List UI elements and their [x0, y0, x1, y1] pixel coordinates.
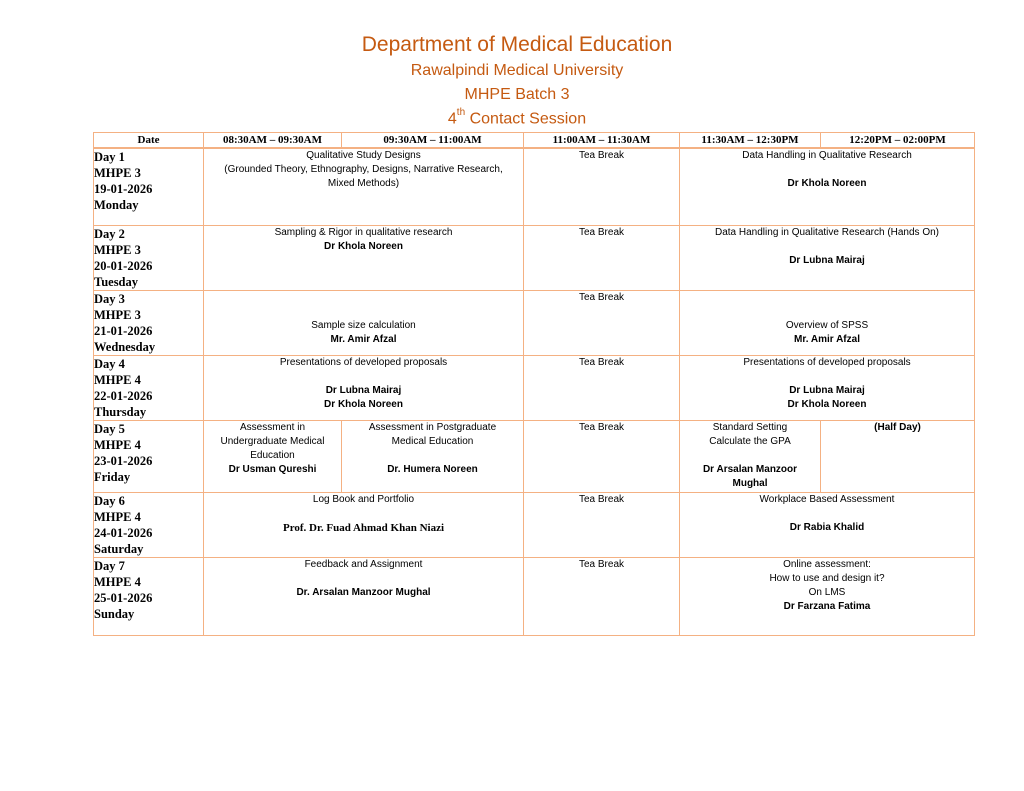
- slot-1-session: [204, 420, 342, 492]
- morning-session: [204, 148, 524, 225]
- slot-2-session: [342, 420, 524, 492]
- day-cell: [94, 355, 204, 420]
- speaker-name: Dr Lubna Mairaj: [789, 254, 865, 266]
- col-slot-5: 12:20PM – 02:00PM: [821, 133, 975, 149]
- weekday-label: Friday: [94, 469, 131, 484]
- session-subtitle: (Grounded Theory, Ethnography, Designs, Narrative Research, Mixed Methods): [224, 164, 503, 189]
- session-title: Data Handling in Qualitative Research (Hands On): [715, 226, 939, 238]
- table-row: [94, 290, 975, 355]
- weekday-label: Sunday: [94, 606, 135, 621]
- weekday-label: Thursday: [94, 404, 147, 419]
- morning-session: [204, 225, 524, 290]
- day-label: Day 7: [94, 558, 125, 573]
- col-date: Date: [94, 133, 204, 149]
- speaker-name: Mr. Amir Afzal: [330, 333, 397, 345]
- cohort-label: MHPE 4: [94, 372, 141, 387]
- session-title: Undergraduate Medical: [220, 435, 325, 447]
- session-title: Education: [250, 449, 295, 461]
- afternoon-session: [680, 492, 975, 557]
- day-label: Day 5: [94, 421, 125, 436]
- session-label: Contact Session: [465, 110, 587, 128]
- speaker-name: Dr Khola Noreen: [787, 178, 867, 189]
- day-cell: [94, 420, 204, 492]
- table-row: [94, 420, 975, 492]
- session-title: [0, 109, 1024, 128]
- morning-session: [204, 290, 524, 355]
- speaker-name: Dr Khola Noreen: [324, 240, 403, 252]
- speaker-name: Dr Khola Noreen: [324, 398, 403, 410]
- session-title: Presentations of developed proposals: [279, 356, 448, 368]
- afternoon-session: [680, 355, 975, 420]
- speaker-name: Mr. Amir Afzal: [794, 333, 860, 345]
- col-slot-3: 11:00AM – 11:30AM: [524, 133, 680, 149]
- morning-session: [204, 355, 524, 420]
- afternoon-session: [680, 148, 975, 225]
- session-title: Online assessment:: [783, 558, 871, 570]
- tea-break: Tea Break: [524, 492, 680, 557]
- col-slot-2: 09:30AM – 11:00AM: [342, 133, 524, 149]
- cohort-label: MHPE 4: [94, 509, 141, 524]
- session-title: Medical Education: [391, 435, 474, 447]
- batch-label: MHPE Batch 3: [464, 86, 570, 103]
- speaker-name: Dr Arsalan Manzoor: [702, 463, 798, 475]
- session-title: Assessment in Postgraduate: [368, 421, 497, 433]
- session-title: Assessment in: [239, 421, 306, 433]
- cohort-label: MHPE 3: [94, 166, 141, 180]
- session-title: Feedback and Assignment: [304, 558, 423, 570]
- speaker-name: Prof. Dr. Fuad Ahmad Khan Niazi: [282, 521, 445, 534]
- weekday-label: Saturday: [94, 541, 144, 556]
- session-title: Calculate the GPA: [709, 435, 791, 447]
- day-label: Day 4: [94, 356, 125, 371]
- day-label: Day 1: [94, 150, 125, 164]
- cohort-label: MHPE 3: [94, 242, 141, 257]
- date-label: 20-01-2026: [94, 258, 153, 273]
- col-slot-4: 11:30AM – 12:30PM: [680, 133, 821, 149]
- date-label: 24-01-2026: [94, 525, 153, 540]
- speaker-name: Dr Lubna Mairaj: [789, 384, 865, 396]
- afternoon-session: [680, 225, 975, 290]
- speaker-name: Dr Rabia Khalid: [789, 521, 865, 533]
- table-row: [94, 148, 975, 225]
- session-ordinal: th: [456, 107, 466, 118]
- tea-break: Tea Break: [524, 148, 680, 225]
- slot-5-session: [821, 420, 975, 492]
- tea-break: Tea Break: [524, 225, 680, 290]
- session-title: On LMS: [808, 586, 846, 598]
- afternoon-session: [680, 557, 975, 635]
- session-title: Sample size calculation: [311, 319, 416, 331]
- weekday-label: Tuesday: [94, 274, 139, 289]
- cohort-label: MHPE 3: [94, 307, 141, 322]
- session-title: Standard Setting: [712, 421, 788, 433]
- department-title: Department of Medical Education: [361, 33, 673, 56]
- table-header-row: [94, 133, 975, 149]
- session-title: Overview of SPSS: [785, 319, 869, 331]
- table-row: [94, 557, 975, 635]
- speaker-name: Dr Lubna Mairaj: [325, 384, 402, 396]
- session-title: Presentations of developed proposals: [743, 356, 911, 368]
- afternoon-session: [680, 290, 975, 355]
- session-title: Qualitative Study Designs: [306, 150, 421, 161]
- speaker-name: Mughal: [732, 477, 768, 489]
- speaker-name: Dr Farzana Fatima: [783, 600, 871, 612]
- tea-break: Tea Break: [524, 355, 680, 420]
- half-day-note: (Half Day): [874, 421, 921, 433]
- day-cell: [94, 148, 204, 225]
- day-label: Day 3: [94, 291, 125, 306]
- date-label: 25-01-2026: [94, 590, 153, 605]
- speaker-name: Dr. Humera Noreen: [387, 463, 478, 475]
- table-row: [94, 492, 975, 557]
- morning-session: [204, 557, 524, 635]
- day-cell: [94, 225, 204, 290]
- date-label: 21-01-2026: [94, 323, 153, 338]
- day-cell: [94, 492, 204, 557]
- tea-break: Tea Break: [524, 557, 680, 635]
- table-row: [94, 225, 975, 290]
- table-row: [94, 355, 975, 420]
- speaker-name: Dr. Arsalan Manzoor Mughal: [296, 586, 431, 598]
- session-title: How to use and design it?: [769, 572, 885, 584]
- session-title: Sampling & Rigor in qualitative research: [274, 226, 453, 238]
- weekday-label: Wednesday: [94, 339, 156, 354]
- day-cell: [94, 290, 204, 355]
- session-title: Log Book and Portfolio: [312, 493, 415, 505]
- tea-break: Tea Break: [524, 290, 680, 355]
- day-cell: [94, 557, 204, 635]
- university-name: Rawalpindi Medical University: [410, 62, 624, 79]
- cohort-label: MHPE 4: [94, 574, 141, 589]
- weekday-label: Monday: [94, 198, 139, 212]
- day-label: Day 6: [94, 493, 125, 508]
- morning-session: [204, 492, 524, 557]
- date-label: 19-01-2026: [94, 182, 153, 196]
- day-label: Day 2: [94, 226, 125, 241]
- date-label: 23-01-2026: [94, 453, 153, 468]
- session-title: Data Handling in Qualitative Research: [742, 150, 912, 161]
- date-label: 22-01-2026: [94, 388, 153, 403]
- speaker-name: Dr Khola Noreen: [787, 398, 867, 410]
- slot-4-session: [680, 420, 821, 492]
- schedule-table: [93, 132, 975, 636]
- tea-break: Tea Break: [524, 420, 680, 492]
- col-slot-1: 08:30AM – 09:30AM: [204, 133, 342, 149]
- session-number: 4: [447, 110, 457, 128]
- speaker-name: Dr Usman Qureshi: [228, 463, 317, 475]
- session-title: Workplace Based Assessment: [759, 493, 895, 505]
- cohort-label: MHPE 4: [94, 437, 141, 452]
